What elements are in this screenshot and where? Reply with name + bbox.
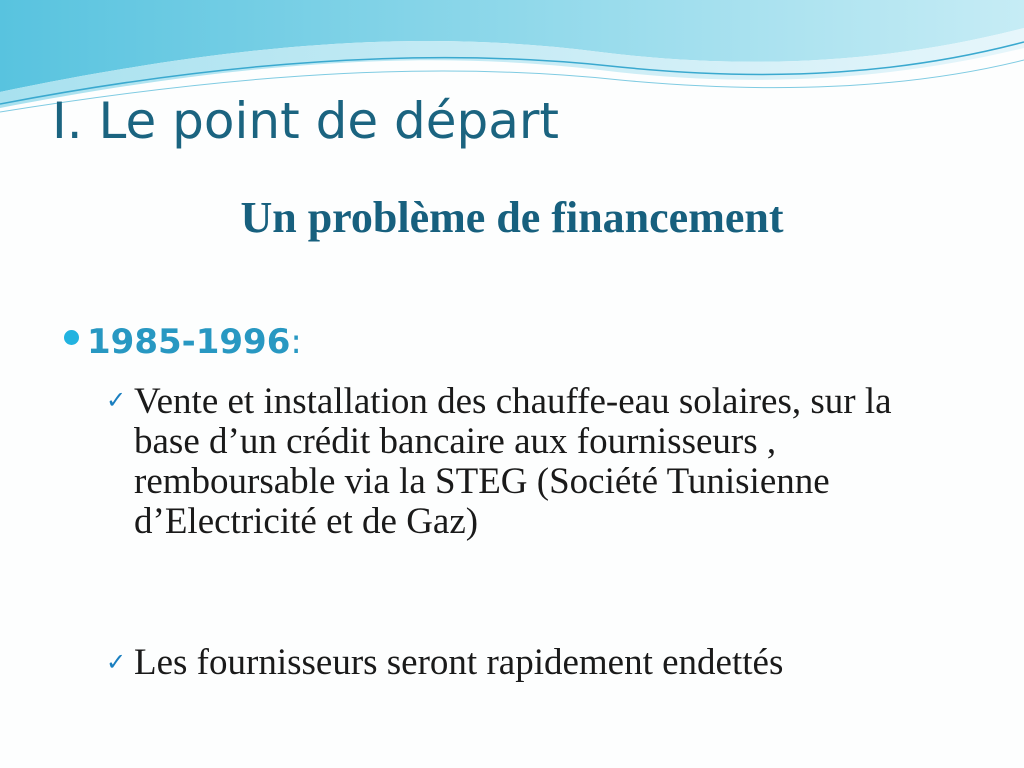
check-icon: ✓: [106, 386, 127, 414]
sub-bullet-item: [106, 640, 986, 686]
slide-subtitle: Un problème de financement: [240, 193, 784, 242]
bullet-colon: :: [290, 322, 302, 362]
sub-bullet-text: Vente et installation des chauffe-eau solaires, sur la base d’un crédit bancaire aux fournisseurs , remboursable via la STEG (Société Tunisienne d’Electricité et de Gaz): [134, 381, 892, 542]
slide-title: I. Le point de départ: [52, 92, 560, 150]
bullet-item: [64, 322, 302, 362]
sub-bullet-item: [106, 382, 986, 542]
bullet-label: 1985-1996: [87, 322, 291, 362]
check-icon: ✓: [106, 648, 127, 676]
sub-bullet-text: Les fournisseurs seront rapidement endettés: [134, 642, 784, 683]
bullet-dot-icon: [64, 330, 79, 345]
